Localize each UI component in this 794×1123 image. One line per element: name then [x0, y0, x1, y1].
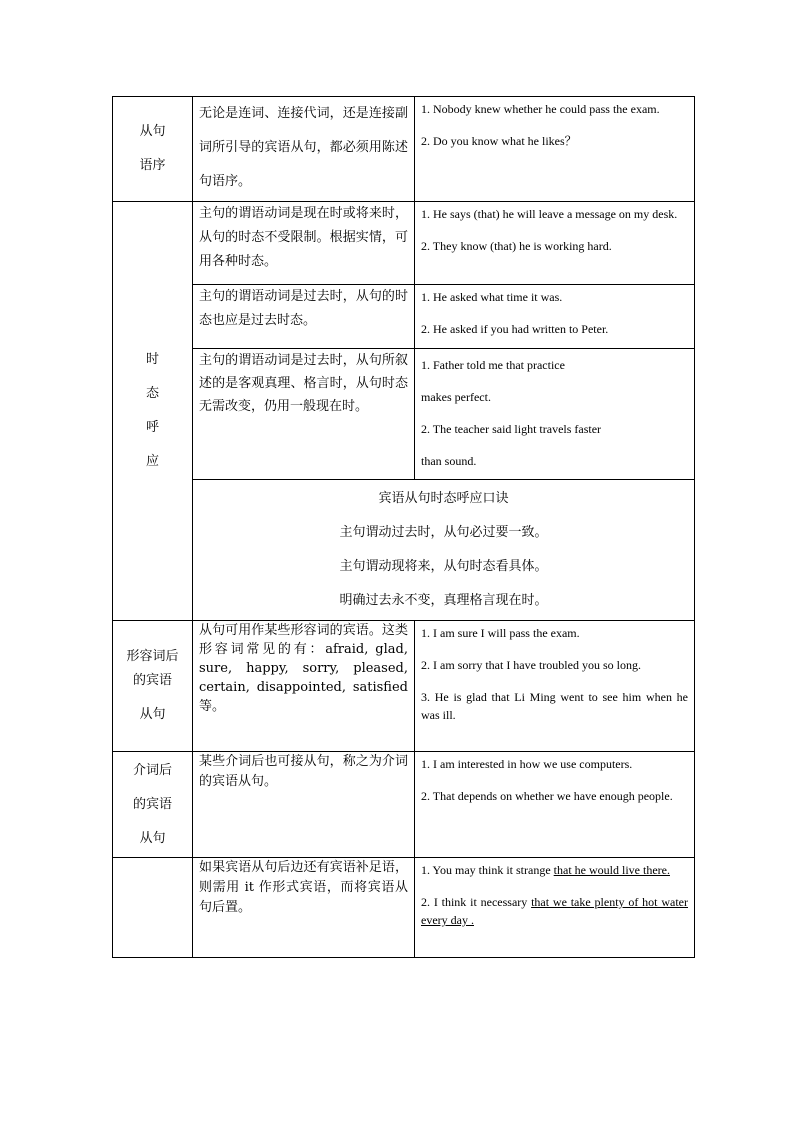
category-empty: [113, 858, 193, 958]
example-sentence: 2. They know (that) he is working hard.: [421, 239, 612, 253]
example-sentence: 2. I think it necessary that we take plenty of hot water every day .: [421, 895, 688, 927]
examples-preposition: [415, 752, 695, 858]
examples-adjective: [415, 621, 695, 752]
rule-formal-it: 如果宾语从句后边还有宾语补足语，则需用 it 作形式宾语，而将宾语从句后置。: [193, 858, 415, 958]
row-tense-rhyme: [113, 480, 695, 621]
examples-tense-past: [415, 285, 695, 349]
row-word-order: [113, 97, 695, 202]
row-preposition: [113, 752, 695, 858]
example-sentence: 2. He asked if you had written to Peter.: [421, 322, 609, 336]
rule-tense-truth: 主句的谓语动词是过去时，从句所叙述的是客观真理、格言时，从句时态无需改变，仍用一般现在时。: [193, 349, 415, 480]
row-adjective: [113, 621, 695, 752]
example-sentence: 1. He asked what time it was.: [421, 290, 563, 304]
example-sentence: 2. The teacher said light travels faster: [421, 422, 602, 436]
underlined-clause: that we take plenty of hot water every day .: [421, 895, 688, 927]
rhyme-line: 明确过去永不变，真理格言现在时。: [339, 593, 548, 608]
example-sentence: 1. He says (that) he will leave a message on my desk.: [421, 207, 678, 221]
rhyme-title: 宾语从句时态呼应口诀: [378, 491, 509, 506]
grammar-table: [112, 96, 695, 958]
rhyme-line: 主句谓动现将来，从句时态看具体。: [339, 559, 548, 574]
row-tense-past: [113, 285, 695, 349]
rule-word-order: 无论是连词、连接代词，还是连接副词所引导的宾语从句，都必须用陈述句语序。: [193, 97, 415, 202]
examples-tense-truth: [415, 349, 695, 480]
category-word-order: 从句 语序: [113, 97, 193, 202]
example-sentence: 1. Nobody knew whether he could pass the exam.: [421, 102, 660, 116]
example-sentence: 2. Do you know what he likes？: [421, 134, 577, 148]
category-tense: 时 态 呼 应: [113, 202, 193, 621]
rule-tense-past: 主句的谓语动词是过去时，从句的时态也应是过去时态。: [193, 285, 415, 349]
example-sentence: 1. I am sure I will pass the exam.: [421, 626, 580, 640]
tense-rhyme: [193, 480, 695, 621]
examples-tense-present: [415, 202, 695, 285]
row-tense-present: [113, 202, 695, 285]
examples-word-order: [415, 97, 695, 202]
example-sentence: 2. That depends on whether we have enough people.: [421, 789, 673, 803]
category-adjective: 形容词后 的宾语 从句: [113, 621, 193, 752]
example-sentence: 1. Father told me that practice: [421, 358, 565, 372]
example-sentence: than sound.: [421, 454, 477, 468]
example-sentence: makes perfect.: [421, 390, 491, 404]
row-tense-truth: [113, 349, 695, 480]
example-sentence: 2. I am sorry that I have troubled you so long.: [421, 658, 641, 672]
underlined-clause: that he would live there.: [553, 863, 670, 877]
example-sentence: 1. I am interested in how we use computers.: [421, 757, 633, 771]
row-formal-it: [113, 858, 695, 958]
example-sentence: 1. You may think it strange that he would live there.: [421, 863, 670, 877]
category-preposition: 介词后 的宾语 从句: [113, 752, 193, 858]
rule-preposition: 某些介词后也可接从句，称之为介词的宾语从句。: [193, 752, 415, 858]
rule-adjective: 从句可用作某些形容词的宾语。这类形容词常见的有：afraid, glad, sure, happy, sorry, pleased, certain, disappointed, satisfied 等。: [193, 621, 415, 752]
example-sentence: 3. He is glad that Li Ming went to see him when he was ill.: [421, 690, 688, 722]
rhyme-line: 主句谓动过去时，从句必过要一致。: [339, 525, 548, 540]
examples-formal-it: [415, 858, 695, 958]
rule-tense-present: 主句的谓语动词是现在时或将来时，从句的时态不受限制。根据实情，可用各种时态。: [193, 202, 415, 285]
